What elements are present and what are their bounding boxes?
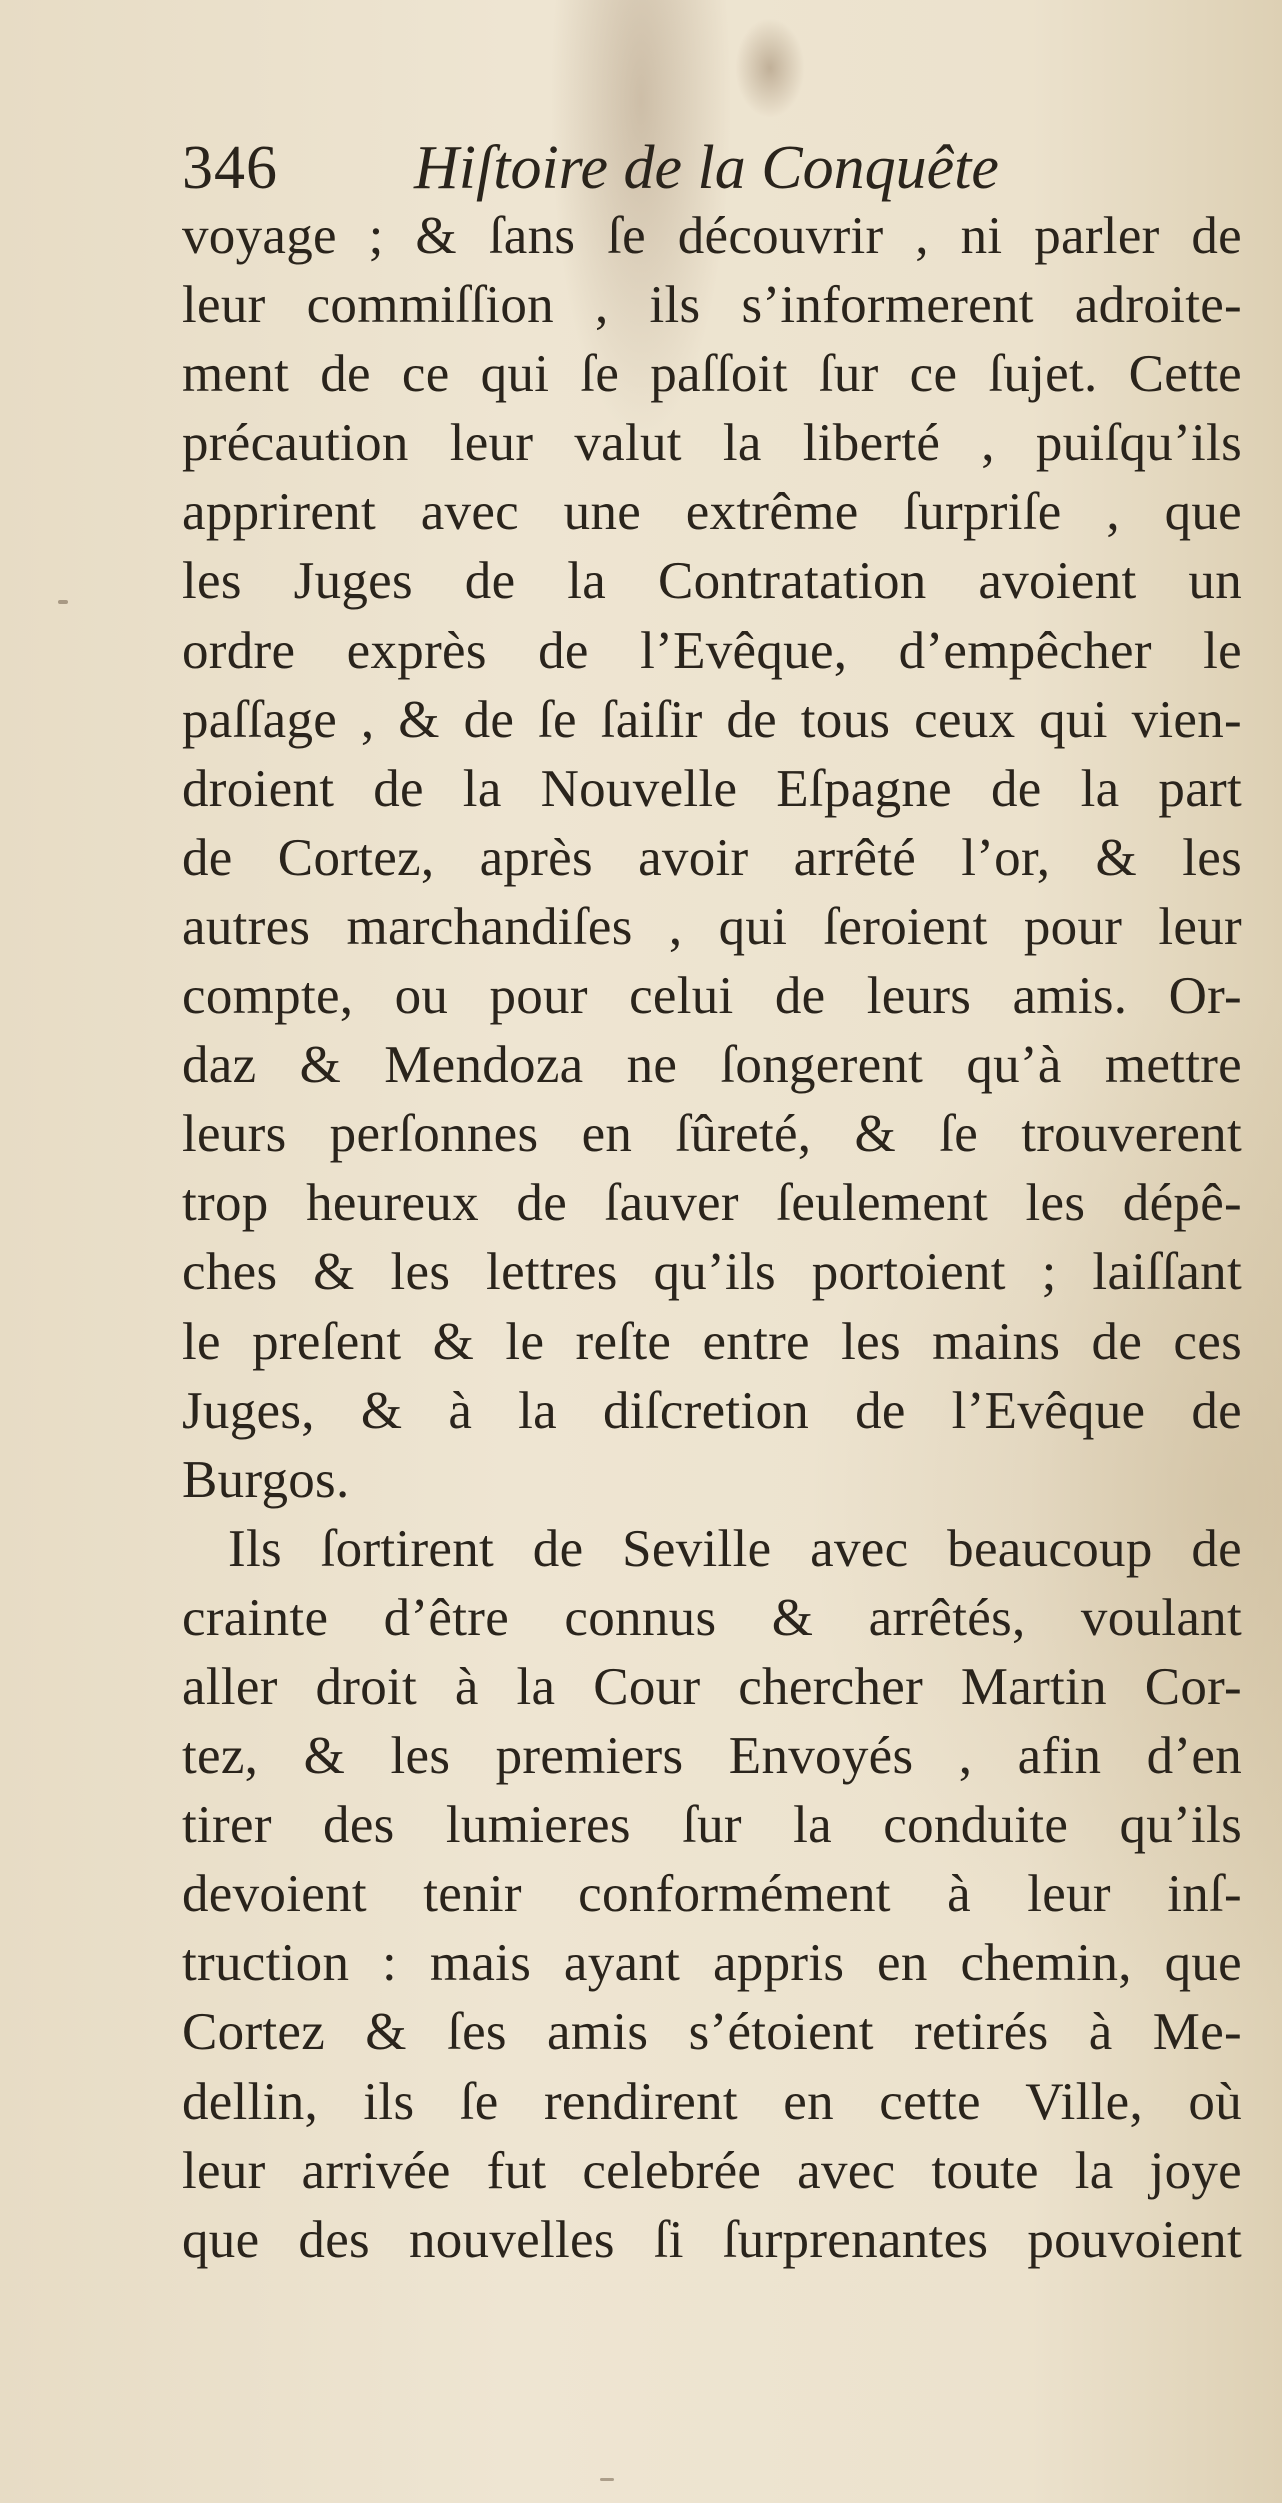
text-line: leur arrivée fut celebrée avec toute la joye — [182, 2141, 1242, 2200]
page-header — [182, 128, 1142, 208]
text-line: de Cortez, après avoir arrêté l’or, & les — [182, 828, 1242, 887]
text-line: devoient tenir conformément à leur inſ- — [182, 1865, 1242, 1924]
text-line: compte, ou pour celui de leurs amis. Or- — [182, 967, 1242, 1026]
text-line: aller droit à la Cour chercher Martin Cor- — [182, 1657, 1242, 1716]
text-line: tez, & les premiers Envoyés , afin d’en — [182, 1727, 1242, 1786]
text-line: Juges, & à la diſcretion de l’Evêque de — [182, 1381, 1242, 1440]
text-line: que des nouvelles ſi ſurprenantes pouvoient — [182, 2210, 1242, 2269]
text-line: Burgos. — [182, 1450, 350, 1509]
text-line: le preſent & le reſte entre les mains de ces — [182, 1312, 1242, 1371]
text-line: daz & Mendoza ne ſongerent qu’à mettre — [182, 1036, 1242, 1095]
text-line: ordre exprès de l’Evêque, d’empêcher le — [182, 621, 1242, 680]
page-number: 346 — [182, 134, 278, 202]
body-text — [182, 202, 1242, 2275]
text-line: ches & les lettres qu’ils portoient ; laiſſant — [182, 1243, 1242, 1302]
text-line: dellin, ils ſe rendirent en cette Ville, où — [182, 2072, 1242, 2131]
text-line: Cortez & ſes amis s’étoient retirés à Me- — [182, 2003, 1242, 2062]
text-line: autres marchandiſes , qui ſeroient pour leur — [182, 897, 1242, 956]
text-line: voyage ; & ſans ſe découvrir , ni parler de — [182, 207, 1242, 265]
text-line: leur commiſſion , ils s’informerent adroite- — [182, 276, 1242, 335]
paper-stain — [735, 18, 805, 118]
text-line: ment de ce qui ſe paſſoit ſur ce ſujet. Cette — [182, 345, 1242, 404]
margin-mark — [600, 2478, 614, 2481]
margin-mark — [58, 600, 68, 604]
text-line: truction : mais ayant appris en chemin, que — [182, 1934, 1242, 1993]
text-line: les Juges de la Contratation avoient un — [182, 552, 1242, 611]
text-line: tirer des lumieres ſur la conduite qu’ils — [182, 1796, 1242, 1855]
text-line: leurs perſonnes en ſûreté, & ſe trouverent — [182, 1105, 1242, 1164]
text-line: crainte d’être connus & arrêtés, voulant — [182, 1588, 1242, 1647]
running-title: Hiſtoire de la Conquête — [414, 134, 999, 202]
text-line: trop heureux de ſauver ſeulement les dépê- — [182, 1174, 1242, 1233]
text-line: précaution leur valut la liberté , puiſqu’ils — [182, 414, 1242, 473]
text-line: droient de la Nouvelle Eſpagne de la part — [182, 759, 1242, 818]
text-line: apprirent avec une extrême ſurpriſe , que — [182, 483, 1242, 542]
paragraph-first-line: Ils ſortirent de Seville avec beaucoup de — [228, 1519, 1242, 1578]
text-line: paſſage , & de ſe ſaiſir de tous ceux qui vien- — [182, 690, 1242, 749]
